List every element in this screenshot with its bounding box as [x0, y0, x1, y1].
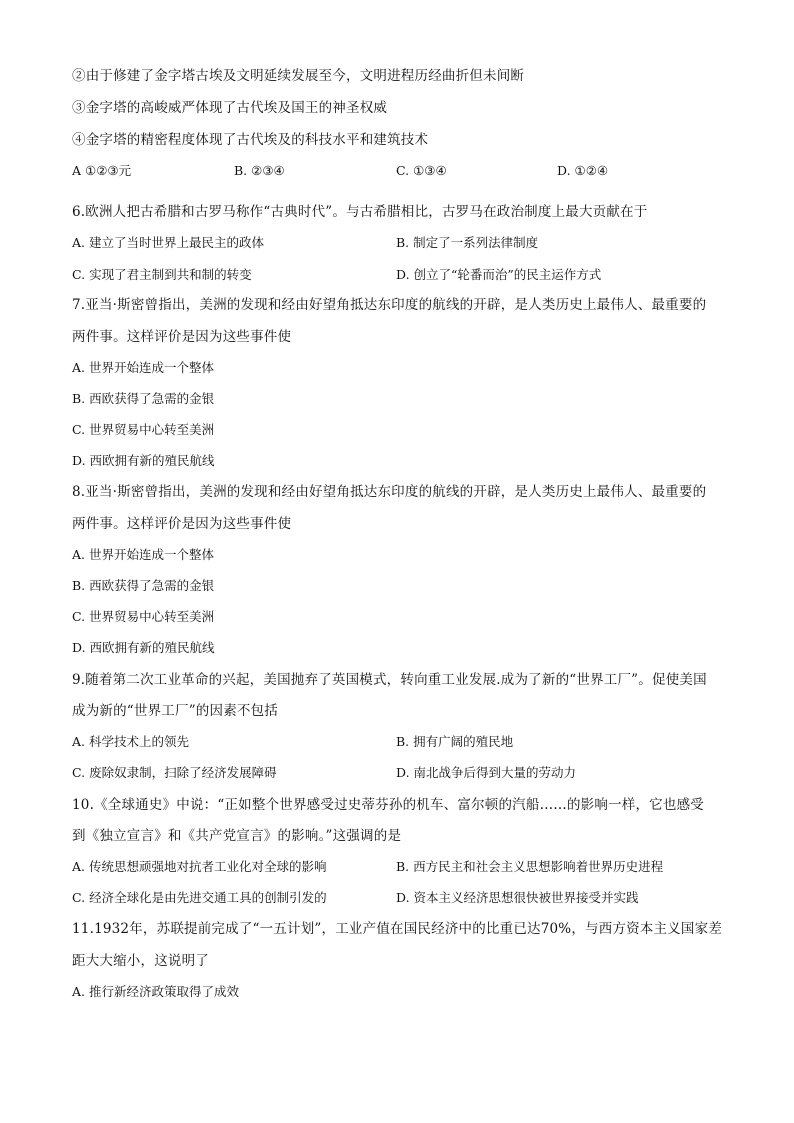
q11-option-a: A. 推行新经济政策取得了成效	[72, 984, 239, 999]
q10-option-c: C. 经济全球化是由先进交通工具的创制引发的	[72, 890, 327, 905]
q8-option-a: A. 世界开始连成一个整体	[72, 547, 214, 562]
q7-stem-line-1: 7.亚当·斯密曾指出，美洲的发现和经由好望角抵达东印度的航线的开辟，是人类历史上最伟人、最重要的	[72, 297, 707, 313]
q7-option-c: C. 世界贸易中心转至美洲	[72, 422, 215, 437]
q6-option-a: A. 建立了当时世界上最民主的政体	[72, 235, 264, 250]
q8-option-b: B. 西欧获得了急需的金银	[72, 578, 215, 593]
q10-stem-line-2: 到《独立宣言》和《共产党宣言》的影响。”这强调的是	[72, 828, 402, 844]
q5-option-b: B. ②③④	[234, 163, 285, 178]
q11-stem-line-2: 距大大缩小，这说明了	[72, 953, 209, 969]
q7-option-b: B. 西欧获得了急需的金银	[72, 391, 215, 406]
statement-4: ④金字塔的精密程度体现了古代埃及的科技水平和建筑技术	[72, 132, 429, 148]
q6-option-c: C. 实现了君主制到共和制的转变	[72, 267, 252, 282]
q9-option-a: A. 科学技术上的领先	[72, 734, 189, 749]
q9-option-c: C. 废除奴隶制，扫除了经济发展障碍	[72, 765, 277, 780]
q8-stem-line-2: 两件事。这样评价是因为这些事件使	[72, 516, 292, 532]
q8-stem-line-1: 8.亚当·斯密曾指出，美洲的发现和经由好望角抵达东印度的航线的开辟，是人类历史上最伟人、最重要的	[72, 484, 707, 500]
q10-option-b: B. 西方民主和社会主义思想影响着世界历史进程	[396, 859, 664, 874]
q9-option-d: D. 南北战争后得到大量的劳动力	[396, 765, 577, 780]
q6-option-d: D. 创立了“轮番而治”的民主运作方式	[396, 267, 602, 282]
q10-stem-line-1: 10.《全球通史》中说：“正如整个世界感受过史蒂芬孙的机车、富尔顿的汽船……的影响一样，它也感受	[72, 797, 704, 813]
q9-stem-line-2: 成为新的“世界工厂”的因素不包括	[72, 703, 279, 719]
statement-2: ②由于修建了金字塔古埃及文明延续发展至今，文明进程历经曲折但未间断	[72, 68, 525, 84]
q8-option-c: C. 世界贸易中心转至美洲	[72, 609, 215, 624]
q9-stem-line-1: 9.随着第二次工业革命的兴起，美国抛弃了英国模式，转向重工业发展.成为了新的“世界工厂”。促使美国	[72, 672, 707, 688]
q7-option-a: A. 世界开始连成一个整体	[72, 360, 214, 375]
q5-option-d: D. ①②④	[557, 163, 609, 178]
q10-option-a: A. 传统思想顽强地对抗者工业化对全球的影响	[72, 859, 327, 874]
q7-option-d: D. 西欧拥有新的殖民航线	[72, 453, 215, 468]
q6-option-b: B. 制定了一系列法律制度	[396, 235, 539, 250]
q10-option-d: D. 资本主义经济思想很快被世界接受并实践	[396, 890, 639, 905]
q11-stem-line-1: 11.1932年，苏联提前完成了“一五计划”，工业产值在国民经济中的比重已达70%，与西方资本主义国家差	[72, 921, 723, 937]
q9-option-b: B. 拥有广阔的殖民地	[396, 734, 514, 749]
statement-3: ③金字塔的高峻威严体现了古代埃及国王的神圣权威	[72, 100, 388, 116]
q6-stem: 6.欧洲人把古希腊和古罗马称作“古典时代”。与古希腊相比，古罗马在政治制度上最大贡献在于	[72, 204, 648, 220]
q8-option-d: D. 西欧拥有新的殖民航线	[72, 640, 215, 655]
q5-option-c: C. ①③④	[396, 163, 447, 178]
q5-option-a: A ①②③元	[72, 163, 132, 178]
q7-stem-line-2: 两件事。这样评价是因为这些事件使	[72, 329, 292, 345]
